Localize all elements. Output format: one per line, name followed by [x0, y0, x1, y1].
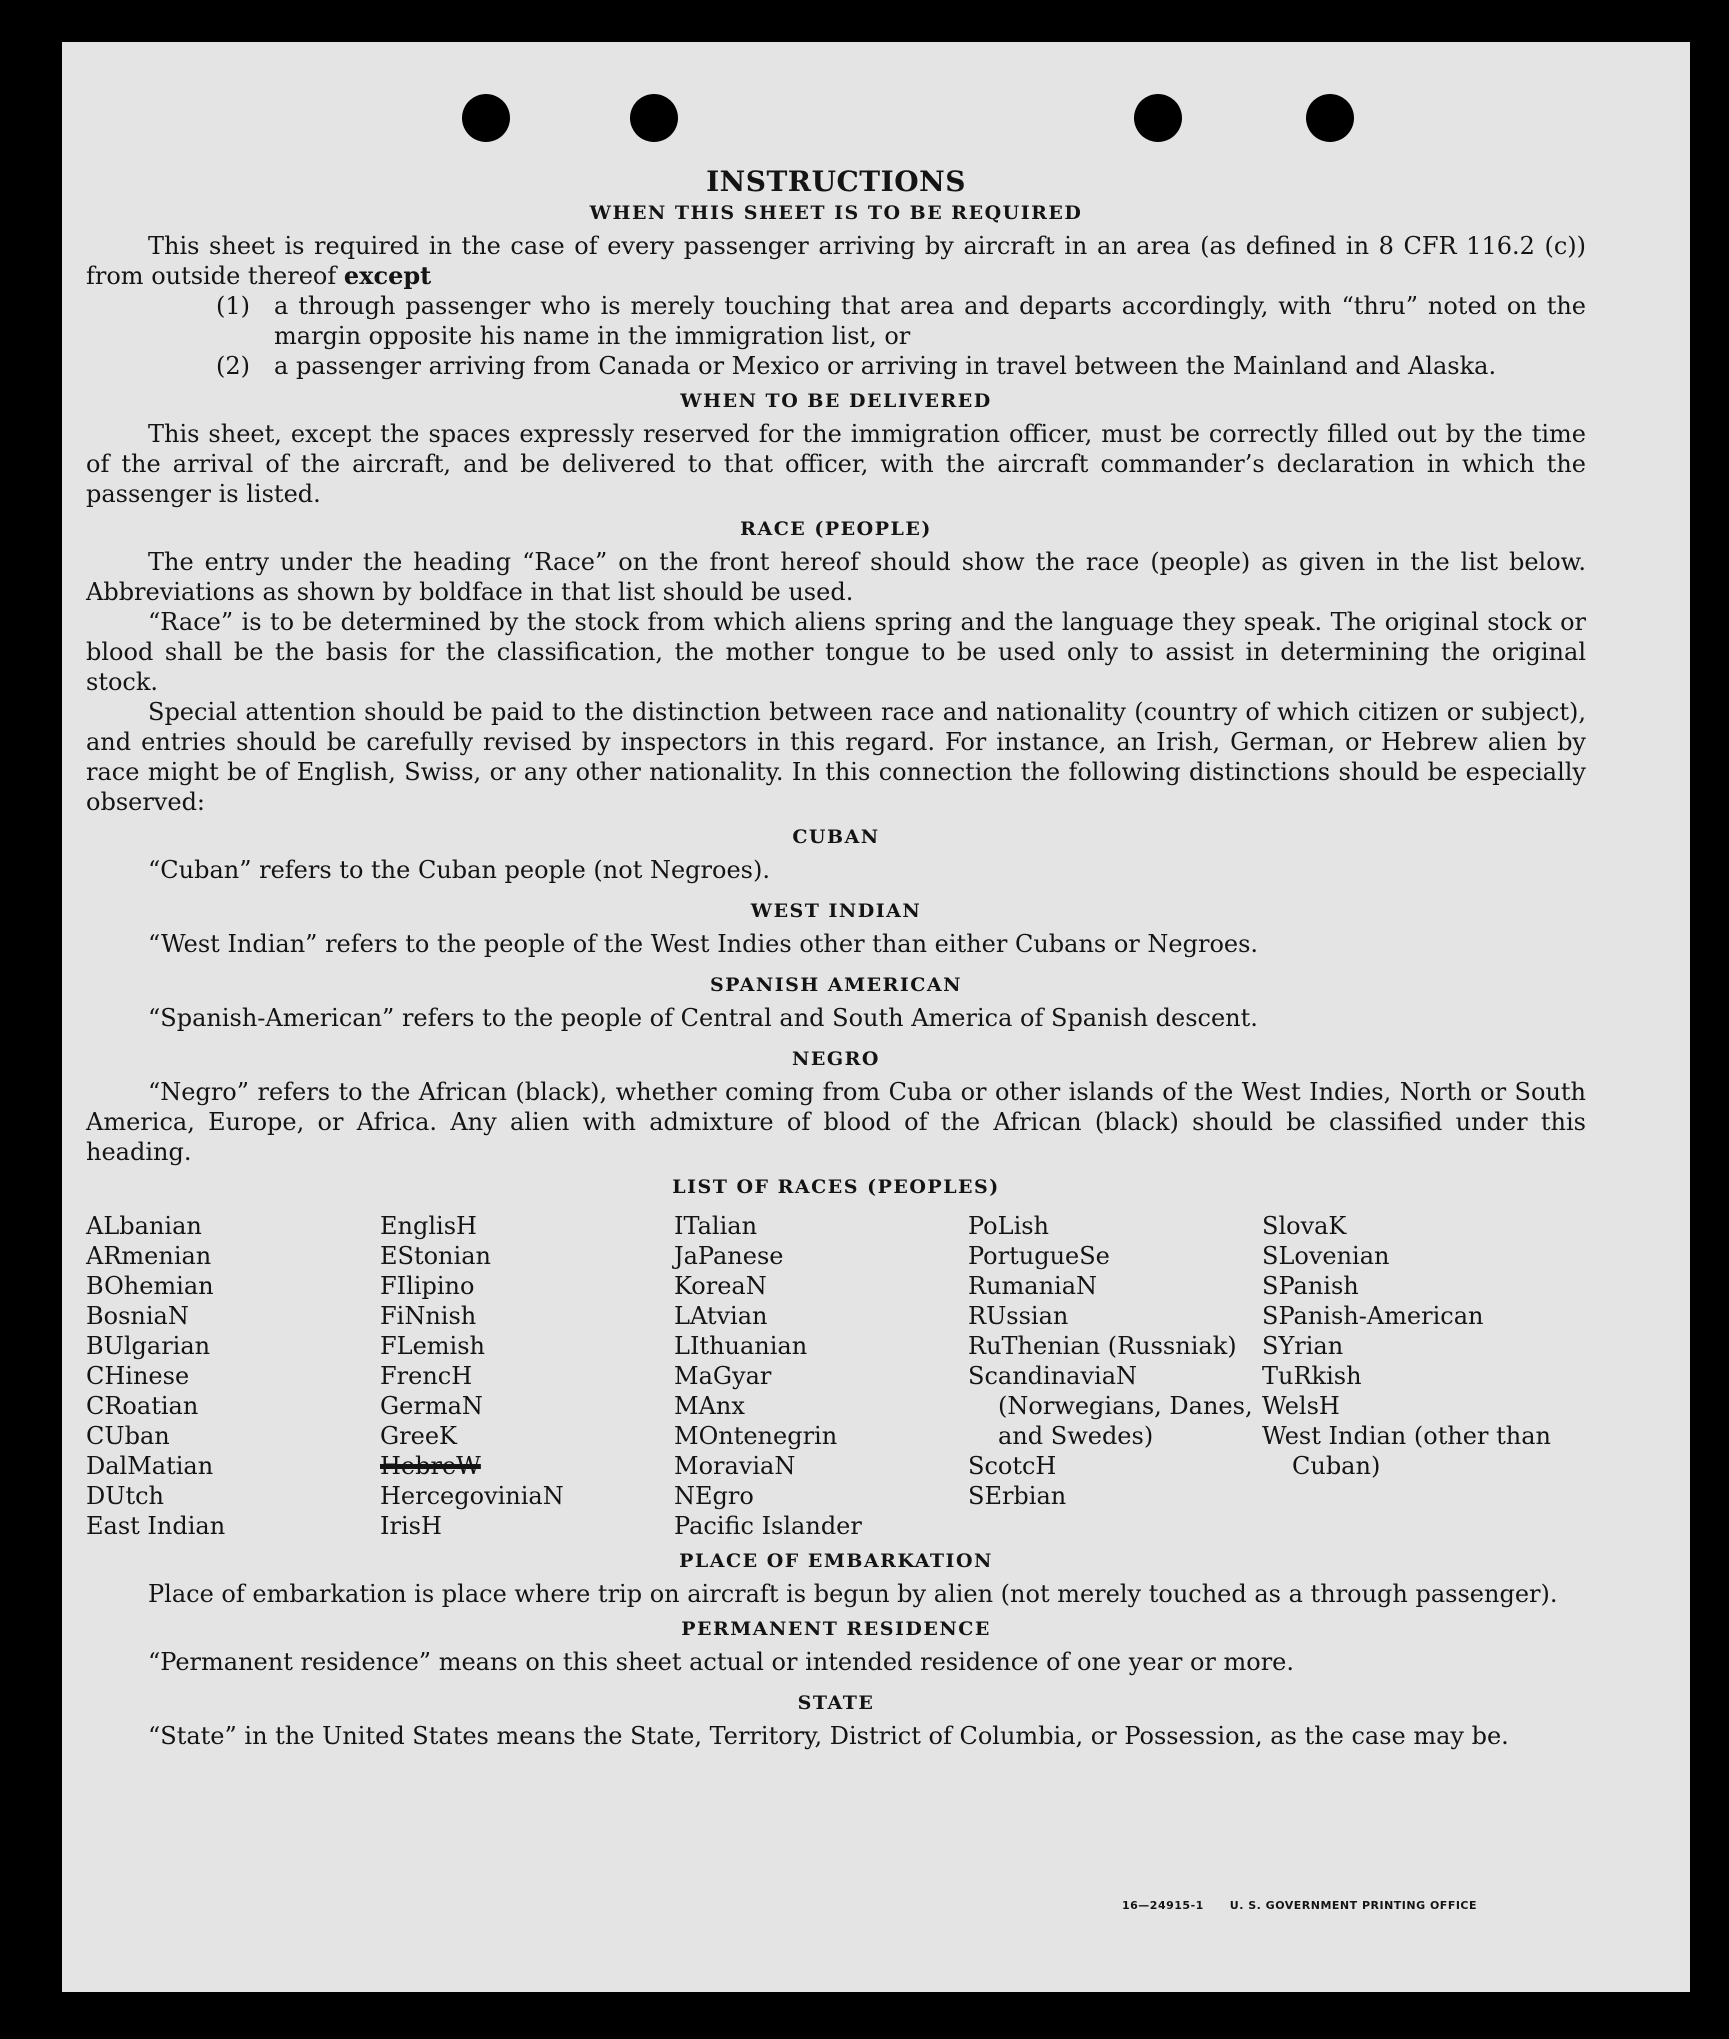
paragraph: Special attention should be paid to the distinction between race and nationality (country of which citizen or subject), and entries should be carefully revised by inspectors in this regard. For instance, an Irish, German, or Hebrew alien by race might be of English, Swiss, or any other nationality. In this connection the following distinctions should be especially observed: — [86, 698, 1586, 816]
race-item: West Indian (other than Cuban) — [1262, 1422, 1551, 1480]
race-item: JaPanese — [674, 1242, 784, 1270]
section-heading: SPANISH AMERICAN — [709, 974, 963, 996]
section-heading: RACE (PEOPLE) — [740, 518, 932, 540]
race-item: LIthuanian — [674, 1332, 808, 1360]
race-item: SErbian — [968, 1482, 1067, 1510]
race-item: LAtvian — [674, 1302, 768, 1330]
section-heading: PERMANENT RESIDENCE — [681, 1618, 991, 1640]
paragraph: “Permanent residence” means on this sheet actual or intended residence of one year or more. — [148, 1648, 1294, 1676]
race-item: ITalian — [674, 1212, 758, 1240]
paragraph: The entry under the heading “Race” on the front hereof should show the race (people) as given in the list below. Abbreviations as shown by boldface in that list should be used. — [86, 548, 1586, 606]
page-title: INSTRUCTIONS — [706, 165, 966, 198]
race-item: KoreaN — [674, 1272, 767, 1300]
race-item: ALbanian — [86, 1212, 202, 1240]
race-column — [86, 1211, 380, 1541]
race-item: BOhemian — [86, 1272, 214, 1300]
race-column — [1262, 1211, 1556, 1541]
race-item: TuRkish — [1262, 1362, 1362, 1390]
paragraph: “Spanish-American” refers to the people of Central and South America of Spanish descent. — [148, 1004, 1258, 1032]
instructions-body — [86, 167, 1586, 1751]
race-item: RumaniaN — [968, 1272, 1098, 1300]
race-column — [968, 1211, 1262, 1541]
race-item: FiNnish — [380, 1302, 477, 1330]
race-item: HercegoviniaN — [380, 1482, 564, 1510]
race-item: SYrian — [1262, 1332, 1344, 1360]
race-item: CUban — [86, 1422, 170, 1450]
race-item: PortugueSe — [968, 1242, 1110, 1270]
race-item: ScotcH — [968, 1452, 1057, 1480]
race-list — [86, 1211, 1586, 1541]
section-heading: CUBAN — [792, 826, 880, 848]
race-item: WelsH — [1262, 1392, 1340, 1420]
race-item: MAnx — [674, 1392, 745, 1420]
race-item: ARmenian — [86, 1242, 212, 1270]
race-column — [380, 1211, 674, 1541]
race-column — [674, 1211, 968, 1541]
race-item: GermaN — [380, 1392, 483, 1420]
race-item: BosniaN — [86, 1302, 189, 1330]
race-item: EnglisH — [380, 1212, 477, 1240]
section-heading: WHEN TO BE DELIVERED — [680, 390, 992, 412]
race-item: MOntenegrin — [674, 1422, 838, 1450]
section-heading: PLACE OF EMBARKATION — [679, 1550, 993, 1572]
race-item: ScandinaviaN (Norwegians, Danes, and Swedes) — [968, 1362, 1253, 1450]
form-sheet — [62, 42, 1690, 1992]
punch-hole — [630, 94, 678, 142]
race-item: MaGyar — [674, 1362, 772, 1390]
race-item: EStonian — [380, 1242, 491, 1270]
paragraph: “State” in the United States means the State, Territory, District of Columbia, or Possession, as the case may be. — [148, 1722, 1509, 1750]
punch-hole — [1306, 94, 1354, 142]
race-item: Pacific Islander — [674, 1512, 862, 1540]
form-footer — [1122, 1899, 1477, 1912]
race-item: SPanish-American — [1262, 1302, 1484, 1330]
race-item: MoraviaN — [674, 1452, 796, 1480]
race-item: East Indian — [86, 1512, 226, 1540]
punch-hole — [462, 94, 510, 142]
race-item: PoLish — [968, 1212, 1050, 1240]
race-item: NEgro — [674, 1482, 754, 1510]
race-item: SPanish — [1262, 1272, 1359, 1300]
section-heading: WEST INDIAN — [750, 900, 922, 922]
paragraph: “Race” is to be determined by the stock from which aliens spring and the language they speak. The original stock or blood shall be the basis for the classification, the mother tongue to be used only to assist in determining the original stock. — [86, 608, 1586, 696]
paragraph: This sheet, except the spaces expressly reserved for the immigration officer, must be correctly filled out by the time of the arrival of the aircraft, and be delivered to that officer, with the aircraft commander’s declaration in which the passenger is listed. — [86, 420, 1586, 508]
section-heading: WHEN THIS SHEET IS TO BE REQUIRED — [589, 202, 1083, 224]
section-heading: STATE — [797, 1692, 875, 1714]
race-item: FrencH — [380, 1362, 473, 1390]
race-item: RuThenian (Russniak) — [968, 1332, 1237, 1360]
race-item: CHinese — [86, 1362, 190, 1390]
race-item: FLemish — [380, 1332, 485, 1360]
race-item: FIlipino — [380, 1272, 475, 1300]
printer-credit: U. S. GOVERNMENT PRINTING OFFICE — [1229, 1899, 1478, 1912]
paragraph: Place of embarkation is place where trip on aircraft is begun by alien (not merely touched as a through passenger). — [148, 1580, 1558, 1608]
race-item: CRoatian — [86, 1392, 199, 1420]
race-item: DalMatian — [86, 1452, 214, 1480]
paragraph: “Negro” refers to the African (black), whether coming from Cuba or other islands of the West Indies, North or South America, Europe, or Africa. Any alien with admixture of blood of the African (black) should be classified under this heading. — [86, 1078, 1586, 1166]
race-item: DUtch — [86, 1482, 165, 1510]
race-item: BUlgarian — [86, 1332, 211, 1360]
race-item-struck: HebreW — [380, 1452, 481, 1480]
section-heading: LIST OF RACES (PEOPLES) — [672, 1176, 1000, 1198]
section-heading: NEGRO — [792, 1048, 880, 1070]
list-item: (1) a through passenger who is merely touching that area and departs accordingly, with “thru” noted on the margin opposite his name in the immigration list, or — [216, 292, 1586, 350]
race-item: IrisH — [380, 1512, 442, 1540]
race-item: GreeK — [380, 1422, 457, 1450]
form-number: 16—24915-1 — [1122, 1899, 1204, 1912]
paragraph: “West Indian” refers to the people of the West Indies other than either Cubans or Negroes. — [148, 930, 1259, 958]
race-item: RUssian — [968, 1302, 1069, 1330]
paragraph: This sheet is required in the case of every passenger arriving by aircraft in an area (as defined in 8 CFR 116.2 (c)) from outside thereof except — [86, 232, 1586, 290]
race-item: SLovenian — [1262, 1242, 1390, 1270]
paragraph: “Cuban” refers to the Cuban people (not Negroes). — [148, 856, 770, 884]
punch-hole — [1134, 94, 1182, 142]
list-item: (2) a passenger arriving from Canada or Mexico or arriving in travel between the Mainland and Alaska. — [216, 352, 1497, 380]
race-item: SlovaK — [1262, 1212, 1347, 1240]
